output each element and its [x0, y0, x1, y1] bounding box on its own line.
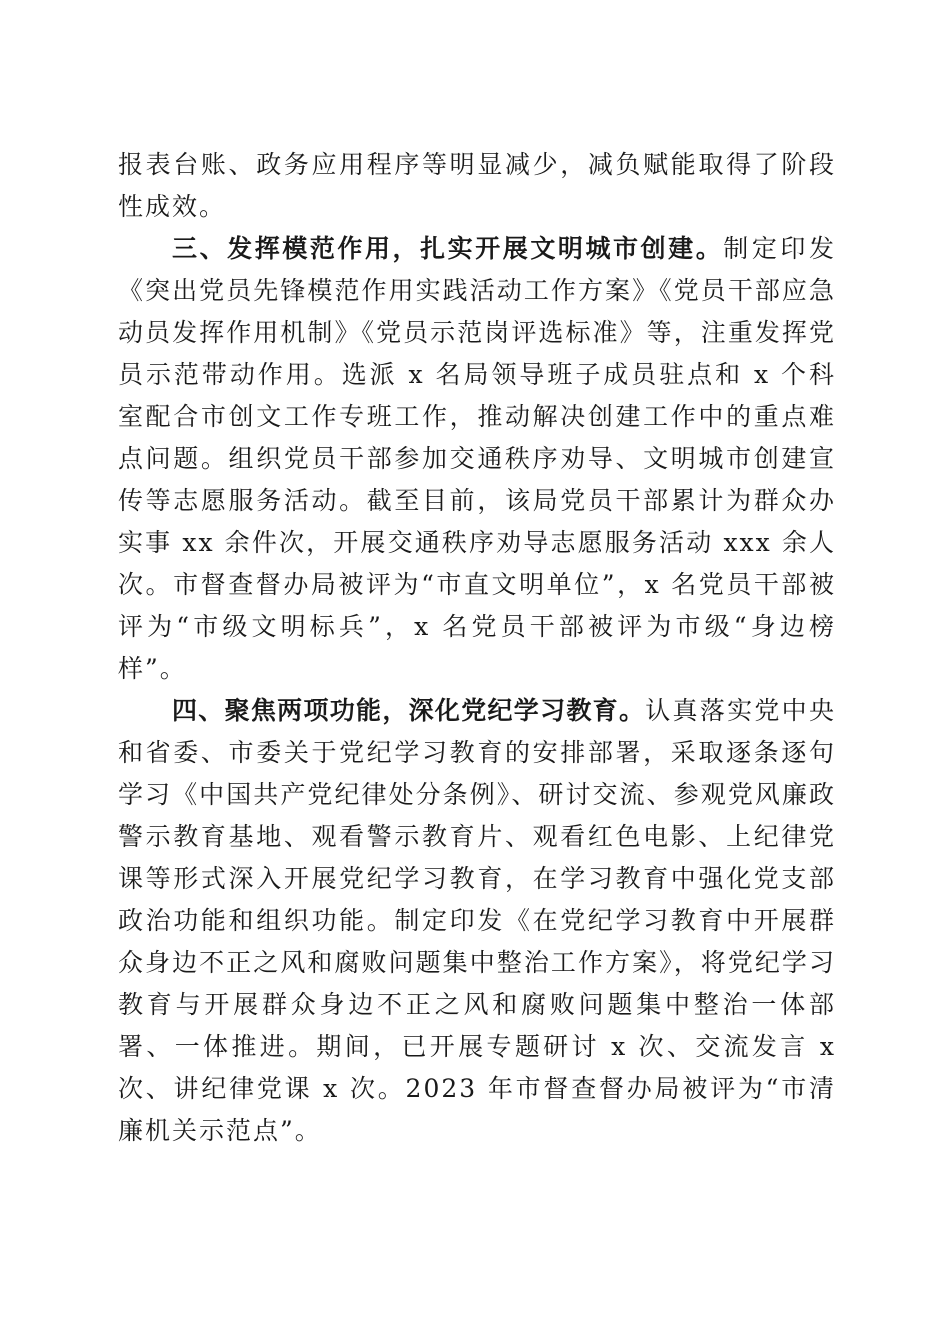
section-heading: 四、聚焦两项功能，深化党纪学习教育。: [172, 696, 646, 725]
paragraph-continuation: [118, 144, 836, 228]
paragraph-section-three: [118, 228, 836, 690]
paragraph-text: 制定印发《突出党员先锋模范作用实践活动工作方案》《党员干部应急动员发挥作用机制》《党员示范岗评选标准》等，注重发挥党员示范带动作用。选派 x 名局领导班子成员驻点和 x 个科室配合市创文工作专班工作，推动解决创建工作中的重点难点问题。组织党员干部参加交通秩序劝导、文明城市创建宣传等志愿服务活动。截至目前，该局党员干部累计为群众办实事 xx 余件次，开展交通秩序劝导志愿服务活动 xxx 余人次。市督查督办局被评为“市直文明单位”，x 名党员干部被评为“市级文明标兵”，x 名党员干部被评为市级“身边榜样”。: [118, 234, 836, 683]
paragraph-text: 报表台账、政务应用程序等明显减少，减负赋能取得了阶段性成效。: [118, 150, 836, 221]
paragraph-text: 认真落实党中央和省委、市委关于党纪学习教育的安排部署，采取逐条逐句学习《中国共产党纪律处分条例》、研讨交流、参观党风廉政警示教育基地、观看警示教育片、观看红色电影、上纪律党课等形式深入开展党纪学习教育，在学习教育中强化党支部政治功能和组织功能。制定印发《在党纪学习教育中开展群众身边不正之风和腐败问题集中整治工作方案》，将党纪学习教育与开展群众身边不正之风和腐败问题集中整治一体部署、一体推进。期间，已开展专题研讨 x 次、交流发言 x 次、讲纪律党课 x 次。2023 年市督查督办局被评为“市清廉机关示范点”。: [118, 696, 836, 1145]
paragraph-section-four: [118, 690, 836, 1152]
document-body: [118, 144, 836, 1152]
section-heading: 三、发挥模范作用，扎实开展文明城市创建。: [172, 234, 724, 263]
